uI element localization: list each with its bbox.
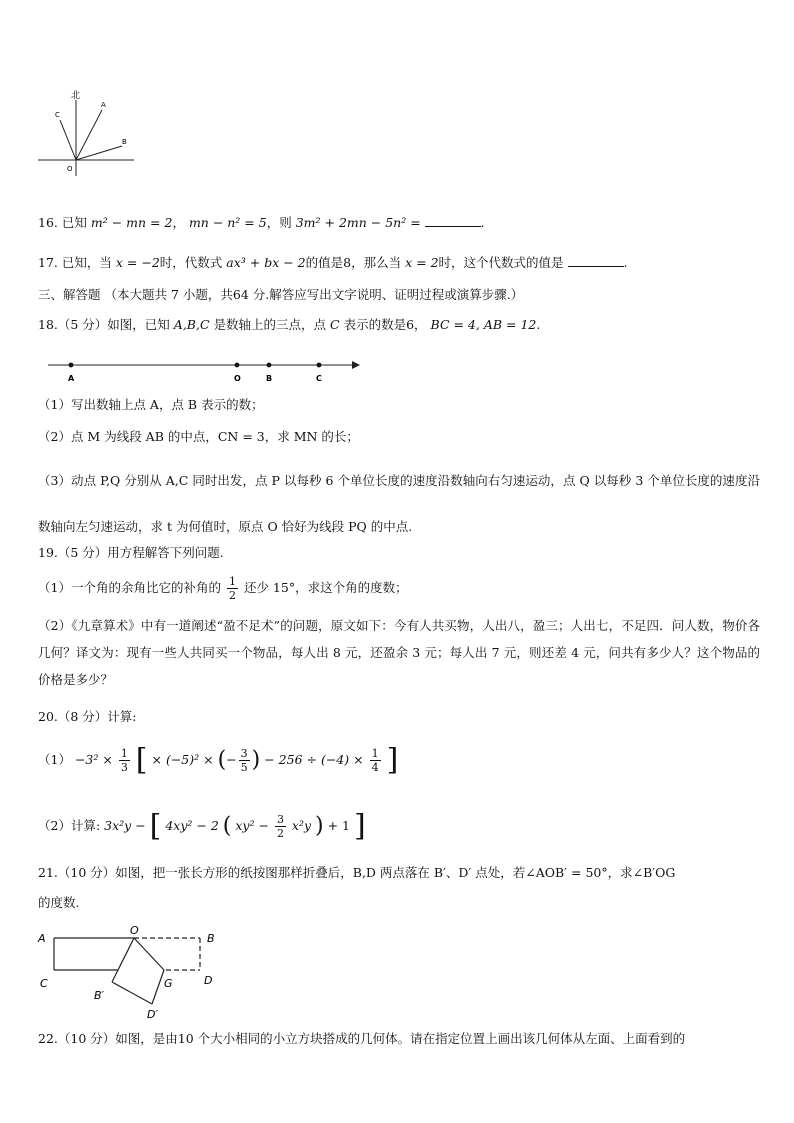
question-18-head: 18.（5 分）如图，已知 A,B,C 是数轴上的三点，点 C 表示的数是6， BC = 4, AB = 12. [38,317,541,332]
fold-label-c: C [40,977,48,990]
question-19-part2: （2）《九章算术》中有一道阐述“盈不足术”的问题，原文如下：今有人共买物，人出八，盈三；人出七，不足四．问人数，物价各几何？译文为：现有一些人共同买一个物品，每人出 8 元，还盈余 3 元；每人出 7 元，则还差 4 元，问共有多少人？这个物品的价格是多少？ [38,618,760,687]
question-22: 22.（10 分）如图，是由10 个大小相同的小立方块搭成的几何体。请在指定位置上画出该几何体从左面、上面看到的 [38,1031,686,1046]
numberline-label-a: A [68,374,75,383]
number-line-figure [46,356,366,386]
question-21-head: 21.（10 分）如图，把一张长方形的纸按图那样折叠后，B,D 两点落在 B′、D′ 点处，若∠AOB′ = 50°，求∠B′OG [38,865,676,880]
fold-label-d: D [204,974,213,987]
fold-label-o: O [130,924,139,937]
fold-label-b: B [207,932,215,945]
numberline-label-o: O [234,374,241,383]
compass-label-c: C [55,111,60,119]
answer-blank [425,214,481,227]
question-20-head: 20.（8 分）计算: [38,709,137,724]
compass-label-b: B [122,138,127,146]
question-16: 16. 已知 m² − mn = 2， mn − n² = 5，则 3m² + 2mn − 5n² = . [38,215,485,230]
question-21-tail: 的度数. [38,895,80,910]
section-3-heading: 三、解答题 （本大题共 7 小题，共64 分.解答应写出文字说明、证明过程或演算步骤.） [38,287,524,302]
question-20-part2: （2）计算: 3x²y − [ 4xy² − 2 ( xy² − $\frac{3}{2}$ x²y ) + 1 ] [38,808,366,844]
folded-rectangle-figure [36,924,226,1024]
question-18-part1: （1）写出数轴上点 A，点 B 表示的数； [38,397,264,412]
question-18-part3: （3）动点 P,Q 分别从 A,C 同时出发，点 P 以每秒 6 个单位长度的速度沿数轴向右匀速运动，点 Q 以每秒 3 个单位长度的速度沿数轴向左匀速运动，求 t 为何值时，原点 O 恰好为线段 PQ 的中点. [38,473,760,534]
fold-label-b-prime: B′ [94,989,105,1002]
question-20-part1: （1） −3² × $\frac{1}{3}$ [ × (−5)² × (− $\frac{3}{5}$ ) − 256 ÷ (−4) × $\frac{1}{4}$ ] [38,742,399,778]
q16-expr3: 3m² + 2mn − 5n² = [295,215,421,230]
compass-label-o: O [67,165,73,173]
fold-label-g: G [164,977,173,990]
numberline-label-b: B [266,374,273,383]
fraction-one-half: $\frac{1}{2}$ [228,575,236,602]
question-19-head: 19.（5 分）用方程解答下列问题. [38,545,224,560]
compass-figure [36,88,140,178]
question-19-part1: （1）一个角的余角比它的补角的 $\frac{1}{2}$ 还少 15°，求这个角的度数； [38,575,408,602]
question-17: 17. 已知，当 x = −2时，代数式 ax³ + bx − 2的值是8，那么当 x = 2时，这个代数式的值是 . [38,255,628,270]
fold-label-d-prime: D′ [147,1008,158,1021]
compass-north-label: 北 [71,91,81,101]
question-18-part2: （2）点 M 为线段 AB 的中点，CN = 3，求 MN 的长； [38,429,359,444]
numberline-label-c: C [316,374,322,383]
q16-expr1: m² − mn = 2 [90,215,173,230]
q16-expr2: mn − n² = 5 [188,215,267,230]
compass-label-a: A [101,101,106,109]
answer-blank [568,254,624,267]
fold-label-a: A [38,932,46,945]
